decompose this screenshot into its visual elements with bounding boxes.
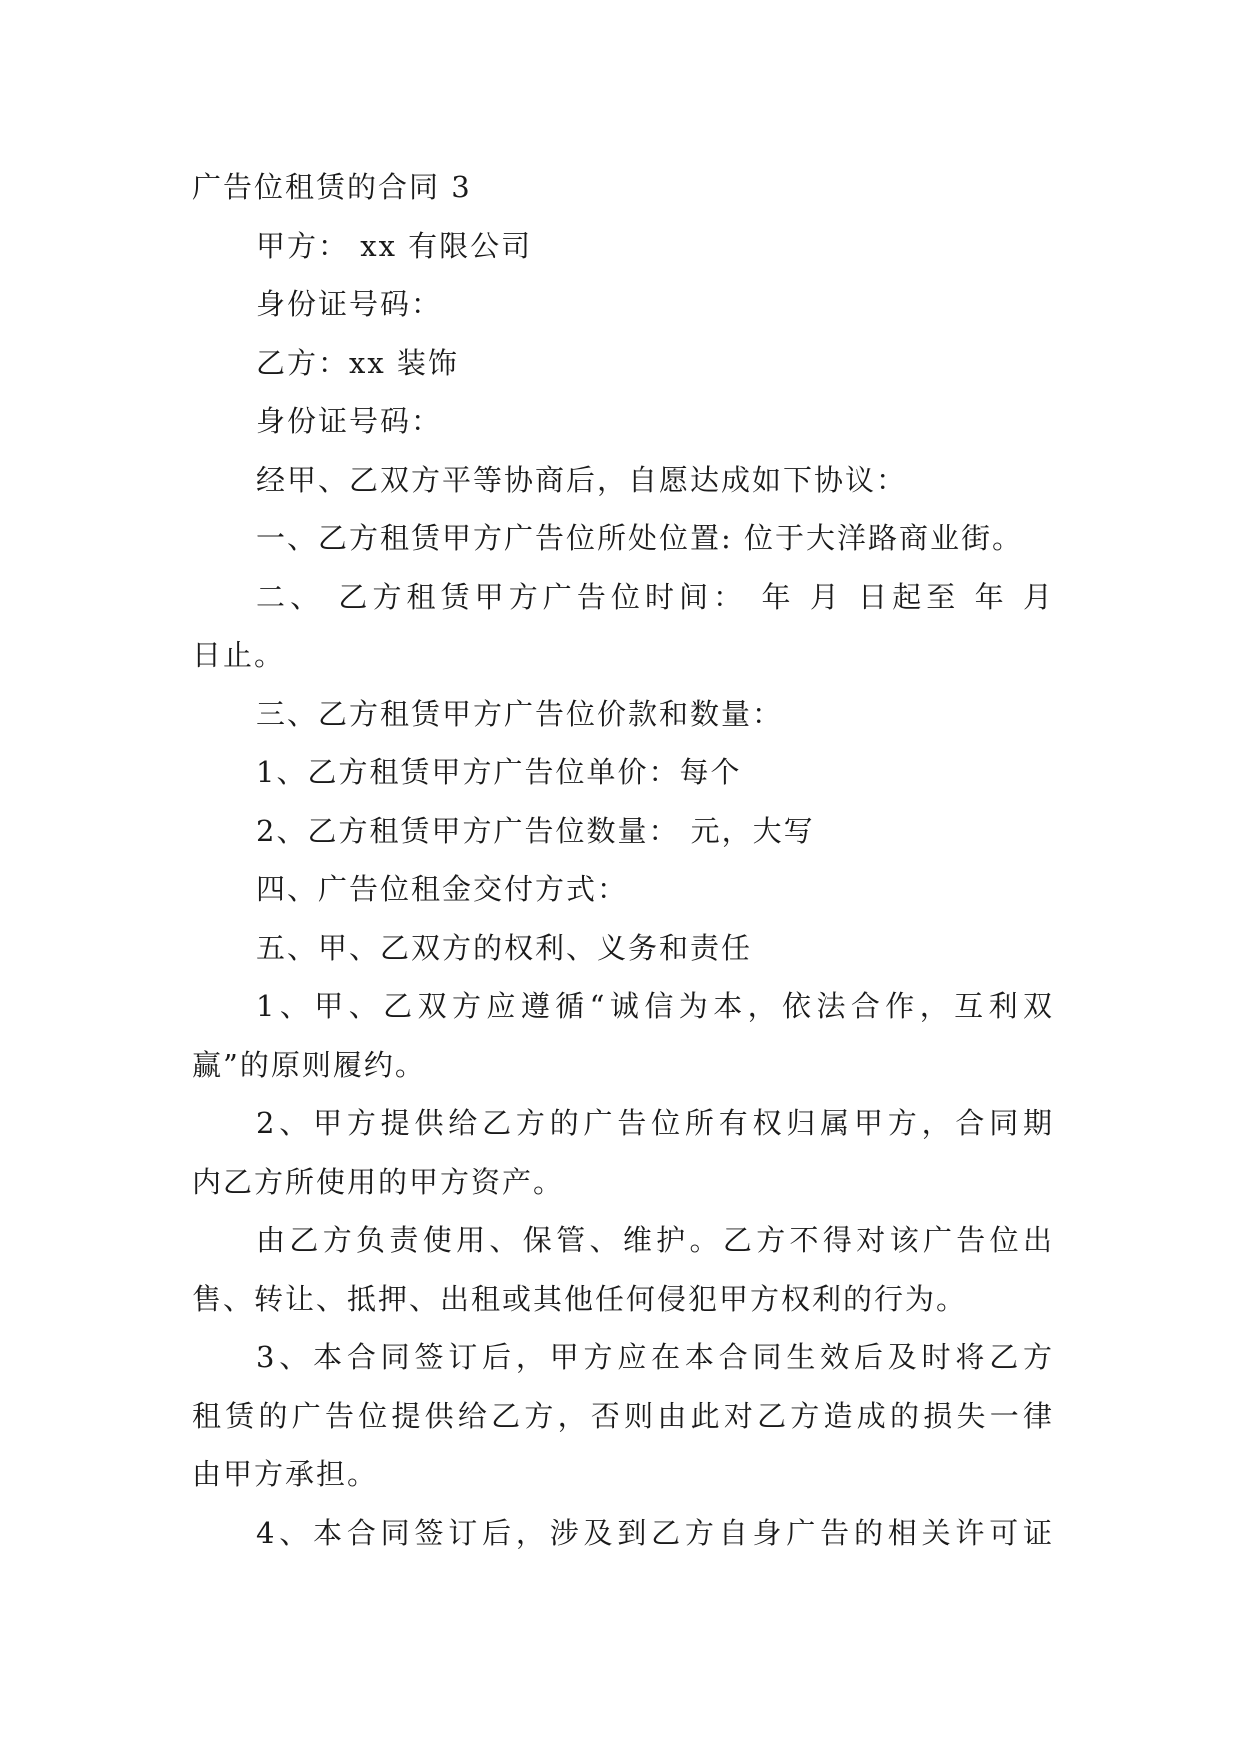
agreement-intro: 经甲、乙双方平等协商后，自愿达成如下协议： [256,462,908,497]
clause-5-item-3-end: 由甲方承担。 [192,1457,379,1491]
clause-5-item-4: 4、本合同签订后，涉及到乙方自身广告的相关许可证 [256,1515,1054,1550]
clause-2-continued: 日止。 [192,638,286,672]
clause-3-item-2: 2、乙方租赁甲方广告位数量： 元，大写 [256,813,815,848]
document-body [192,158,1054,1562]
clause-2: 二、 乙方租赁甲方广告位时间： 年 月 日起至 年 月 [256,579,1054,614]
clause-5-item-2-continued: 内乙方所使用的甲方资产。 [192,1164,565,1199]
clause-5-item-1: 1、甲、乙双方应遵循“诚信为本，依法合作，互利双 [256,989,1054,1023]
clause-5-item-2-paragraph: 由乙方负责使用、保管、维护。乙方不得对该广告位出 [256,1223,1054,1257]
clause-1: 一、乙方租赁甲方广告位所处位置: 位于大洋路商业街。 [256,521,1023,555]
party-b-id-line: 身份证号码： [256,404,443,438]
clause-5-item-2-paragraph-continued: 售、转让、抵押、出租或其他任何侵犯甲方权利的行为。 [192,1281,968,1316]
clause-3-item-1: 1、乙方租赁甲方广告位单价：每个 [256,755,742,789]
clause-5-item-3-continued: 租赁的广告位提供给乙方，否则由此对乙方造成的损失一律 [192,1398,1054,1433]
party-a-line: 甲方： xx 有限公司 [256,228,533,263]
clause-5-item-2: 2、甲方提供给乙方的广告位所有权归属甲方，合同期 [256,1106,1054,1140]
clause-3: 三、乙方租赁甲方广告位价款和数量： [256,696,784,731]
clause-4: 四、广告位租金交付方式： [256,872,629,906]
document-title: 广告位租赁的合同 3 [192,170,472,204]
clause-5-item-3: 3、本合同签订后，甲方应在本合同生效后及时将乙方 [256,1340,1054,1374]
party-b-line: 乙方：xx 装饰 [256,345,459,380]
clause-5: 五、甲、乙双方的权利、义务和责任 [256,930,753,965]
clause-5-item-1-continued: 赢”的原则履约。 [192,1047,426,1082]
party-a-id-line: 身份证号码： [256,287,443,321]
